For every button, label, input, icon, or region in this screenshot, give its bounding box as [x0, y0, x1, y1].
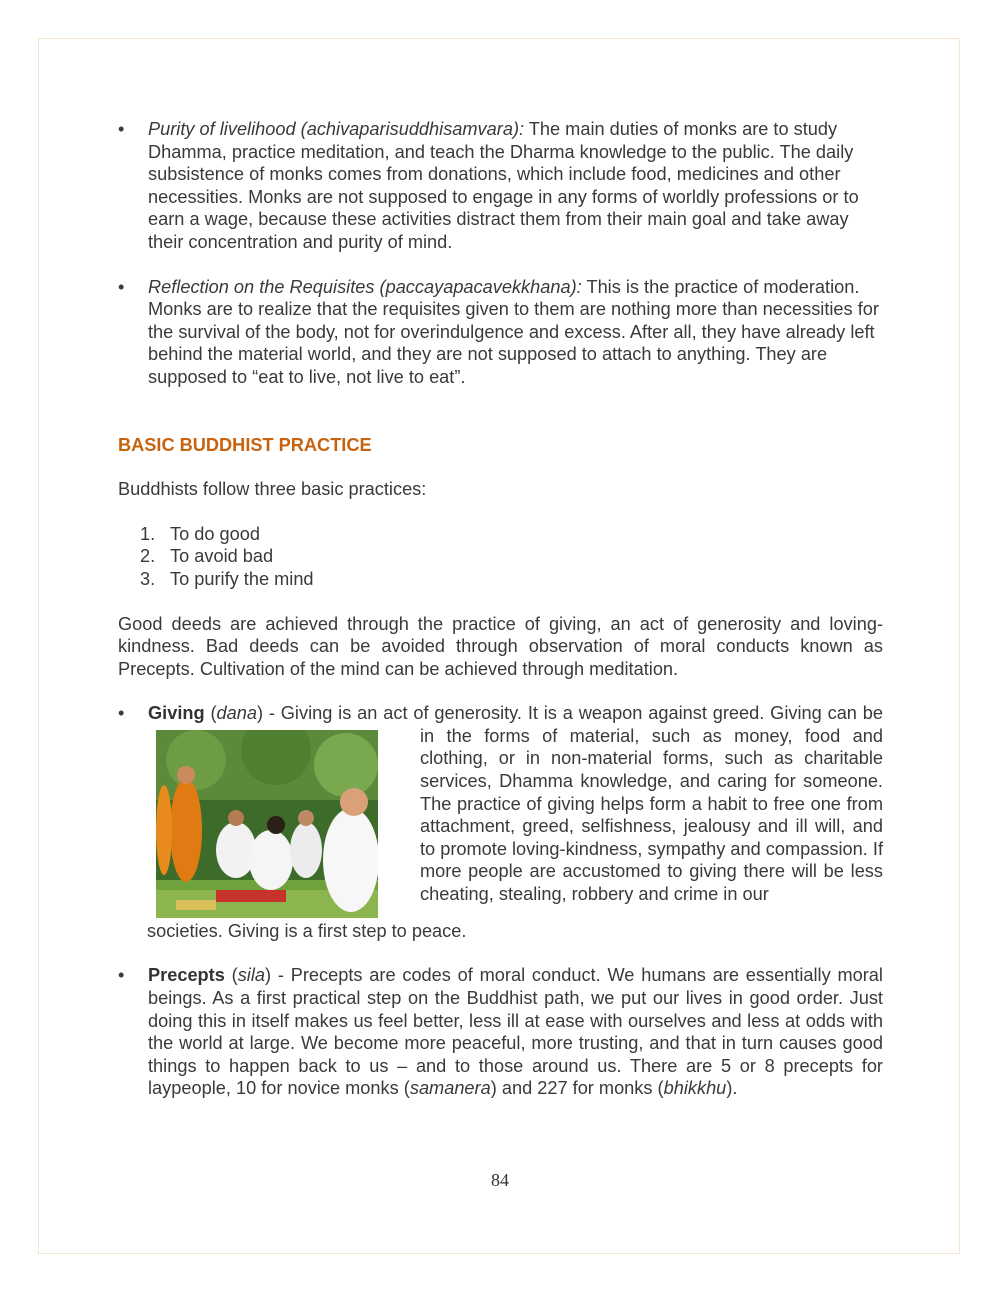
giving-term: Giving: [148, 703, 205, 724]
livelihood-term: Purity of livelihood (achivaparisuddhisamvara):: [148, 119, 525, 139]
intro-text: Buddhists follow three basic practices:: [118, 479, 427, 500]
list-item: 1. To do good: [140, 523, 261, 544]
precepts-pali: sila: [237, 965, 265, 986]
requisites-term: Reflection on the Requisites (paccayapacavekkhana):: [148, 276, 582, 297]
page-number: 84: [491, 1170, 509, 1190]
giving-item: • Giving (dana) - Giving is an act of generosity. It is a weapon against greed. Giving can be in the forms of material, such as money, food and clothing, or in non-material forms, such as charitable services, Dhamma knowledge, and caring for someone. The practice of giving helps form a habit to free one from attachment, greed, selfishness, jealousy and ill will, and to promote loving-kindness, sympathy and compassion. If more people are accustomed to giving there will be less cheating, stealing, robbery and crime in our societies. Giving is a first step to peace.: [118, 703, 883, 941]
bullet-marker: •: [118, 119, 125, 139]
bullet-marker: •: [118, 276, 125, 297]
bullet-marker: •: [118, 703, 125, 724]
deeds-paragraph: Good deeds are achieved through the practice of giving, an act of generosity and loving-kindness. Bad deeds can be avoided through observation of moral conducts known as Precepts. Cultivation of the mind can be achieved through meditation.: [118, 613, 883, 679]
giving-pali: dana: [216, 703, 257, 724]
requisites-text: This is the practice of moderation. Monks are to realize that the requisites given to them are nothing more than necessities for the survival of the body, not for overindulgence and excess. After all, they have already left behind the material world, and they are not supposed to attach to anything. They are supposed to “eat to live, not live to eat”.: [148, 276, 879, 387]
giving-text: can be in the forms of material, such as money, food and clothing, or in non-material forms, such as charitable services, Dhamma knowledge, and caring for someone. The practice of giving helps form a habit to free one from attachment, greed, selfishness, jealousy and ill will, and to promote loving-kindness, sympathy and compassion. If more people are accustomed to giving there will be less cheating, stealing, robbery and crime in our: [420, 703, 883, 905]
livelihood-text: The main duties of monks are to study Dhamma, practice meditation, and teach the Dharma knowledge to the public. The daily subsistence of monks comes from donations, which include food, medicines and other necessities. Monks are not supposed to engage in any forms of worldly professions or to earn a wage, because these activities distract them from their main goal and take away their concentration and purity of mind.: [148, 119, 859, 252]
livelihood-item: [118, 118, 883, 254]
precepts-term: Precepts: [148, 965, 225, 986]
bullet-marker: •: [118, 965, 125, 986]
precepts-item: • Precepts (sila) - Precepts are codes of moral conduct. We humans are essentially moral beings. As a first practical step on the Buddhist path, we put our lives in good order. Just doing this in itself makes us feel better, less ill at ease with ourselves and less at odds with the world at large. We become more peaceful, more trusting, and that in turn causes good things to happen back to us – and to those around us. There are 5 or 8 precepts for laypeople, 10 for novice monks (samanera) and 227 for monks (bhikkhu).: [118, 965, 883, 1099]
practices-list: [118, 523, 883, 591]
giving-text-first: Giving is an act of generosity. It is a weapon against greed. Giving: [280, 703, 822, 724]
giving-tail: societies. Giving is a first step to peace.: [147, 920, 467, 941]
list-item: 3. To purify the mind: [140, 568, 314, 589]
alms-giving-photo: [156, 730, 378, 918]
page-content: [118, 118, 883, 1100]
section-heading: BASIC BUDDHIST PRACTICE: [118, 434, 372, 455]
precepts-text: Precepts are codes of moral conduct. We humans are essentially moral beings. As a first practical step on the Buddhist path, we put our lives in good order. Just doing this in itself makes us feel better, less ill at ease with ourselves and less at odds with the world at large. We become more peaceful, more trusting, and that in turn causes good things to happen back to us – and to those around us. There are 5 or 8 precepts for laypeople, 10 for novice monks (: [148, 965, 883, 1099]
list-item: 2. To avoid bad: [140, 546, 274, 567]
requisites-item: [118, 276, 883, 389]
